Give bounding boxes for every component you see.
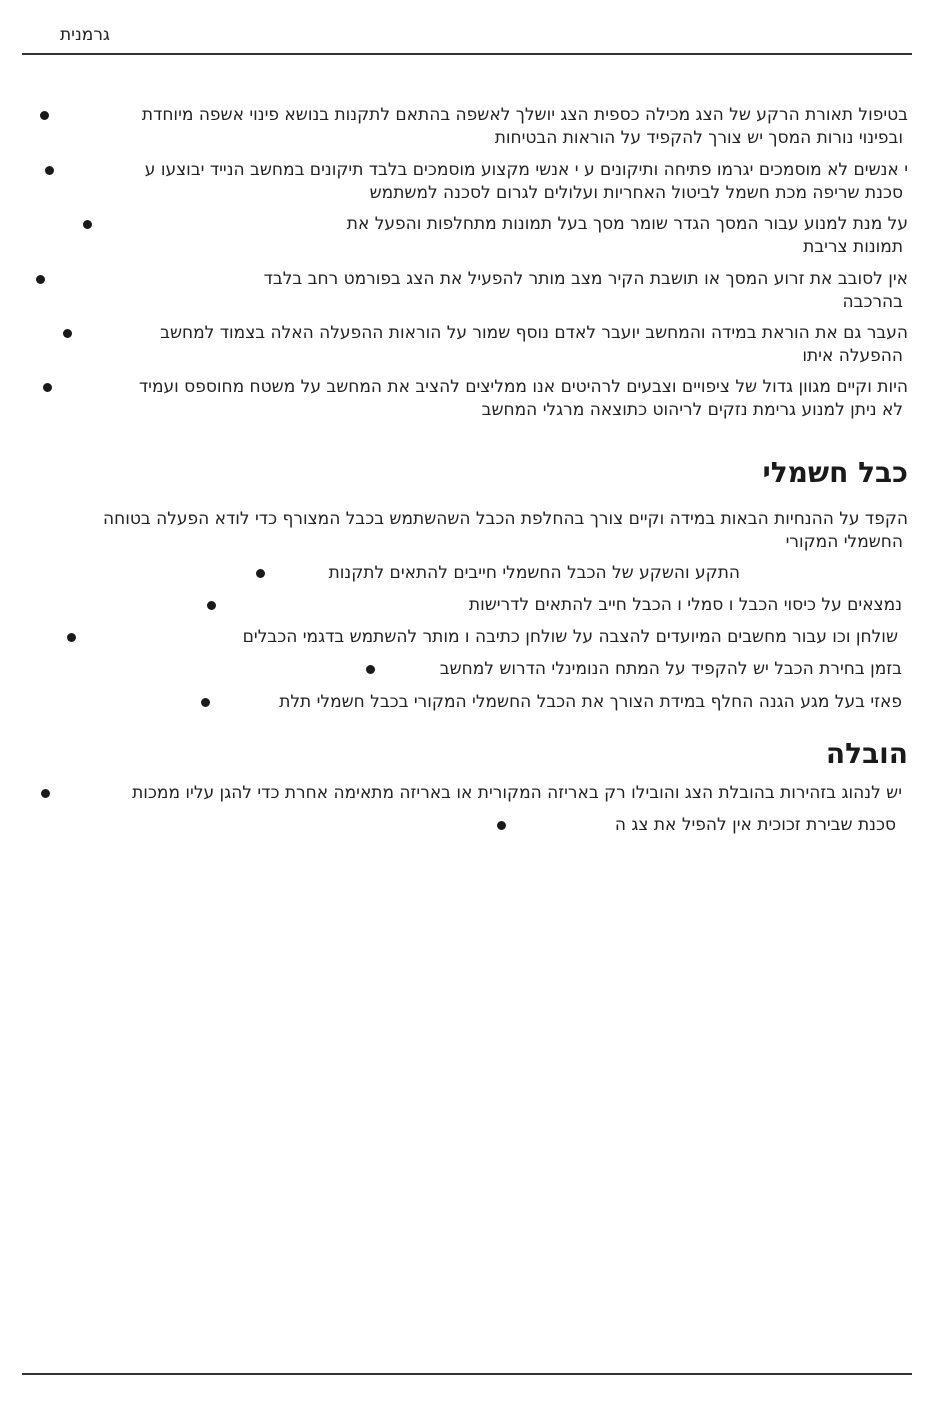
list-item-line: אין לסובב את זרוע המסך או תושבת הקיר מצב מותר להפעיל את הצג בפורמט רחב בלבד bbox=[263, 269, 908, 289]
header-rule bbox=[22, 53, 912, 55]
list-item-line: ובפינוי נורות המסך יש צורך להקפיד על הוראות הבטיחות bbox=[494, 128, 903, 148]
list-item-line: יש לנהוג בזהירות בהובלת הצג והובילו רק באריזה המקורית או באריזה מתאימה אחרת כדי להגן עליו ממכות bbox=[132, 783, 902, 803]
intro-line: הקפד על ההנחיות הבאות במידה וקיים צורך בהחלפת הכבל השהשתמש בכבל המצורף כדי לודא הפעלה בטוחה bbox=[103, 509, 908, 529]
list-item-line: בהרכבה bbox=[842, 292, 903, 312]
list-item-line: נמצאים על כיסוי הכבל ו סמלי ו הכבל חייב להתאים לדרישות bbox=[468, 595, 902, 615]
list-item-line: על מנת למנוע עבור המסך הגדר שומר מסך בעל תמונות מתחלפות והפעל את bbox=[346, 214, 908, 234]
list-item-line: העבר גם את הוראת במידה והמחשב יועבר לאדם נוסף שמור על הוראות ההפעלה האלה בצמוד למחשב bbox=[160, 323, 908, 343]
list-item-line: סכנת שבירת זכוכית אין להפיל את צג ה bbox=[614, 815, 896, 835]
section-heading: כבל חשמלי bbox=[762, 456, 908, 489]
list-item-line: לא ניתן למנוע גרימת נזקים לריהוט כתוצאה מרגלי המחשב bbox=[481, 400, 903, 420]
list-item-line: שולחן וכו עבור מחשבים המיועדים להצבה על שולחן כתיבה ו מותר להשתמש בדגמי הכבלים bbox=[242, 627, 898, 647]
list-item-line: ההפעלה איתו bbox=[802, 346, 903, 366]
list-item-line: היות וקיים מגוון גדול של ציפויים וצבעים לרהיטים אנו ממליצים להציב את המחשב על משטח מחוספס ועמיד bbox=[138, 377, 908, 397]
list-item-line: התקע והשקע של הכבל החשמלי חייבים להתאים לתקנות bbox=[328, 563, 740, 583]
list-item-line: בזמן בחירת הכבל יש להקפיד על המתח הנומינלי הדרוש למחשב bbox=[439, 659, 902, 679]
list-item-line: בטיפול תאורת הרקע של הצג מכילה כספית הצג יושלך לאשפה בהתאם לתקנות בנושא פינוי אשפה מיוחדת bbox=[141, 105, 908, 125]
intro-line: החשמלי המקורי bbox=[785, 532, 903, 552]
list-item-line: תמונות צריבת bbox=[803, 237, 903, 257]
section-heading: הובלה bbox=[825, 737, 908, 770]
page-header-language: גרמנית bbox=[60, 25, 110, 45]
list-item-line: י אנשים לא מוסמכים יגרמו פתיחה ותיקונים ע י אנשי מקצוע מוסמכים בלבד תיקונים במחשב הנייד יבוצעו ע bbox=[144, 160, 908, 180]
list-item-line: סכנת שריפה מכת חשמל לביטול האחריות ועלולים לגרום לסכנה למשתמש bbox=[369, 183, 903, 203]
footer-rule bbox=[22, 1373, 912, 1375]
list-item-line: פאזי בעל מגע הגנה החלף במידת הצורך את הכבל החשמלי המקורי בכבל חשמלי תלת bbox=[279, 692, 902, 712]
